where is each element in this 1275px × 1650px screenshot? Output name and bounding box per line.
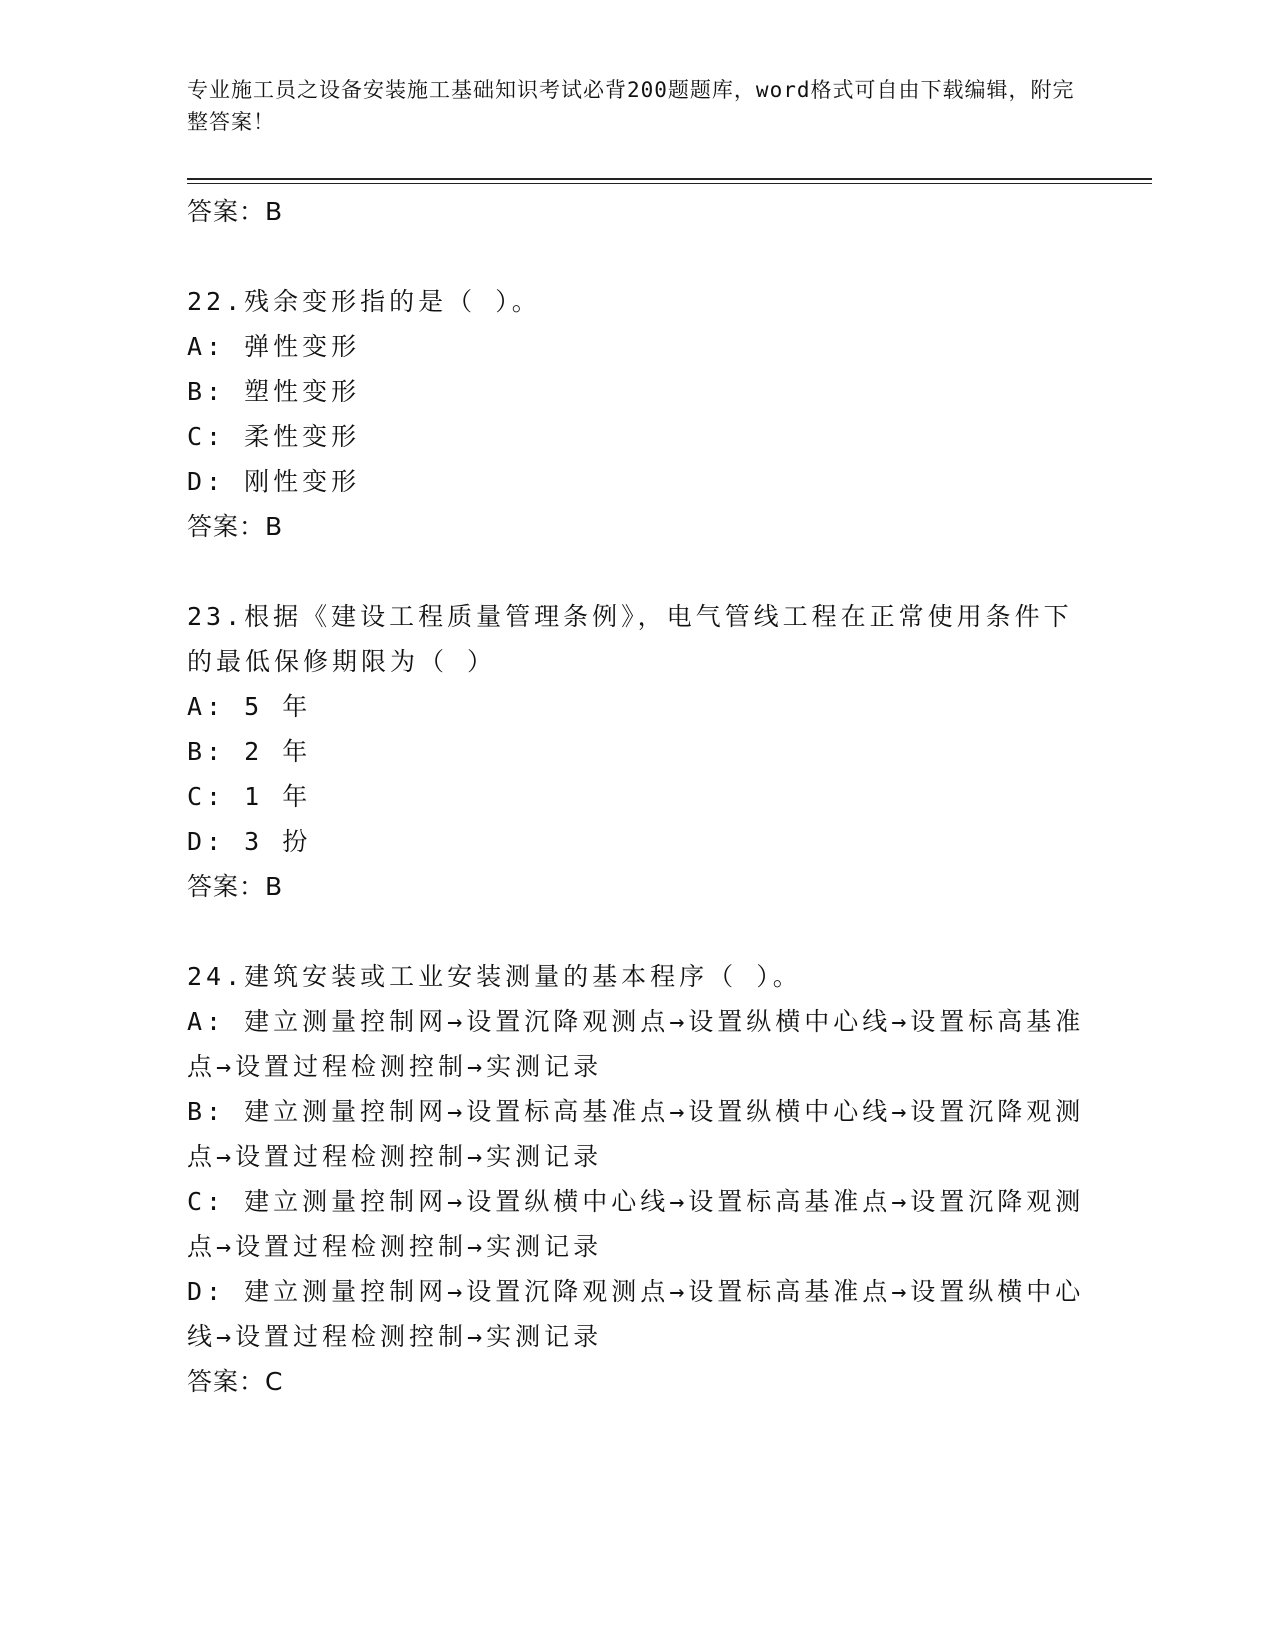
question-23-option-c: C: 1 年 (187, 782, 312, 811)
question-22-option-c: C: 柔性变形 (187, 422, 361, 451)
question-22 (187, 279, 1087, 549)
question-22-option-b: B: 塑性变形 (187, 377, 361, 406)
question-22-option-d: D: 刚性变形 (187, 467, 361, 496)
question-23-text: 23.根据《建设工程质量管理条例》，电气管线工程在正常使用条件下的最低保修期限为（ ） (187, 602, 1073, 676)
question-24-option-a: A: 建立测量控制网→设置沉降观测点→设置纵横中心线→设置标高基准点→设置过程检测控制→实测记录 (187, 1007, 1085, 1081)
question-24-text: 24.建筑安装或工业安装测量的基本程序（ ）。 (187, 962, 802, 991)
header-rule-thick (187, 178, 1152, 180)
question-22-answer: 答案：B (187, 512, 284, 541)
question-24 (187, 954, 1087, 1404)
question-23 (187, 594, 1087, 909)
header-rule-thin (187, 183, 1152, 184)
question-24-option-b: B: 建立测量控制网→设置标高基准点→设置纵横中心线→设置沉降观测点→设置过程检测控制→实测记录 (187, 1097, 1085, 1171)
question-23-option-a: A: 5 年 (187, 692, 312, 721)
question-24-option-d: D: 建立测量控制网→设置沉降观测点→设置标高基准点→设置纵横中心线→设置过程检测控制→实测记录 (187, 1277, 1085, 1351)
question-22-option-a: A: 弹性变形 (187, 332, 361, 361)
question-23-option-b: B: 2 年 (187, 737, 312, 766)
document-body (187, 189, 1087, 1404)
question-22-text: 22.残余变形指的是（ ）。 (187, 287, 541, 316)
document-header: 专业施工员之设备安装施工基础知识考试必背200题题库，word格式可自由下载编辑，附完整答案！ (187, 78, 1075, 134)
question-23-answer: 答案：B (187, 872, 284, 901)
answer-21: 答案：B (187, 197, 284, 226)
question-23-option-d: D: 3 扮 (187, 827, 312, 856)
question-24-answer: 答案：C (187, 1367, 284, 1396)
question-24-option-c: C: 建立测量控制网→设置纵横中心线→设置标高基准点→设置沉降观测点→设置过程检测控制→实测记录 (187, 1187, 1085, 1261)
